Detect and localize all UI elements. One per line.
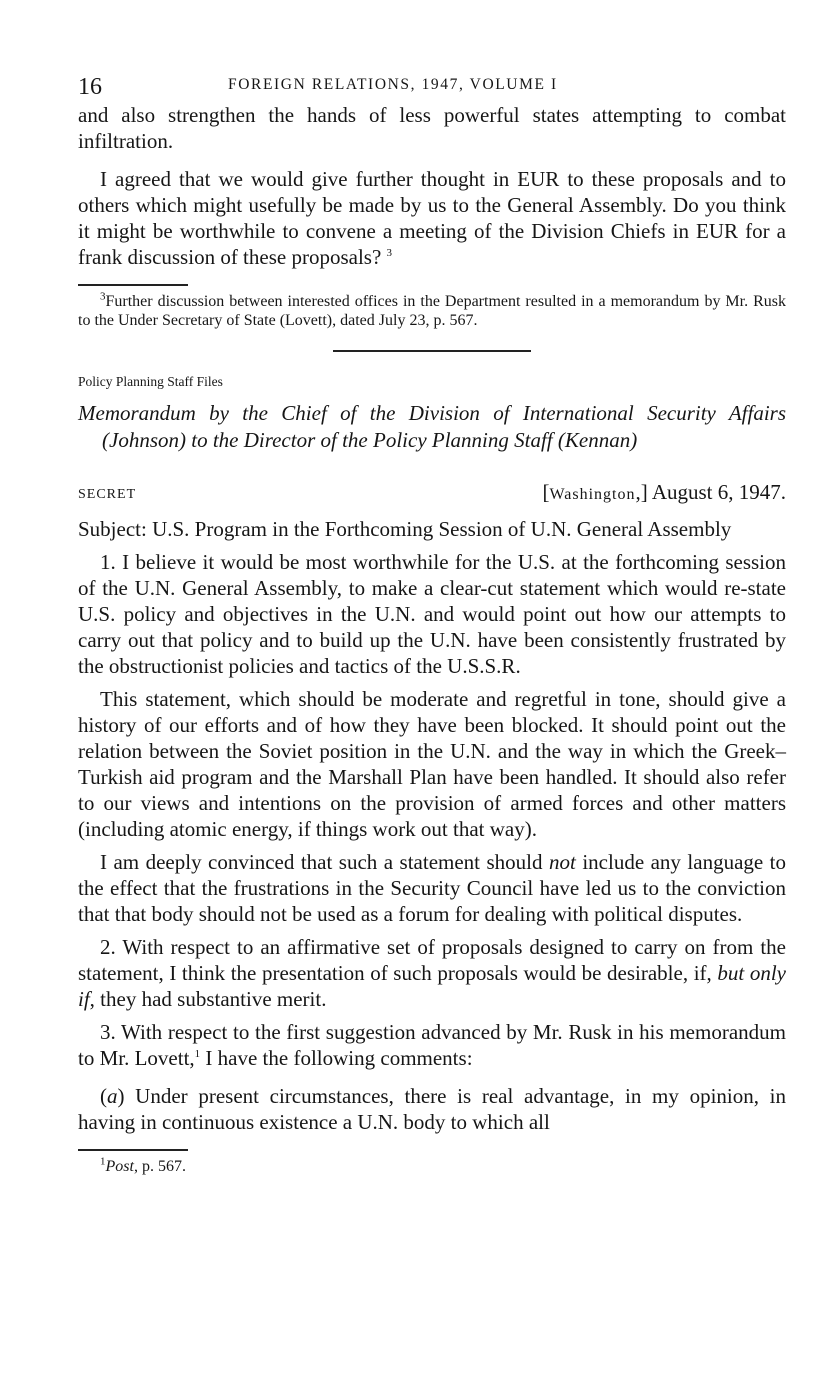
p3-emphasis: not bbox=[549, 850, 576, 874]
document-date bbox=[542, 480, 786, 505]
p4-text-a: 2. With respect to an affirmative set of proposals designed to carry on from the statement, I think the presentation of such proposals would be desirable, if, bbox=[78, 935, 786, 985]
p4-emphasis: but only if bbox=[78, 961, 786, 1011]
body-paragraph-6 bbox=[78, 1083, 786, 1135]
classification-label: SECRET bbox=[78, 487, 137, 502]
p6-text: ) Under present circumstances, there is real advantage, in my opinion, in having in continuous existence a U.N. body to which all bbox=[78, 1084, 786, 1134]
footnote-marker-1: 1 bbox=[100, 1155, 106, 1168]
running-title: FOREIGN RELATIONS, 1947, VOLUME I bbox=[228, 76, 558, 93]
body-paragraph-5 bbox=[78, 1019, 786, 1071]
body-paragraph-2: This statement, which should be moderate and regretful in tone, should give a history of our efforts and of how they have been blocked. It should point out the relation between the Soviet position in the U.N. and the way in which the Greek–Turkish aid program and the Marshall Plan have been handled. It should also refer to our views and intentions on the provision of armed forces and other matters (including atomic energy, if things work out that way). bbox=[78, 687, 786, 841]
continuation-paragraph: and also strengthen the hands of less powerful states attempting to combat infiltration. bbox=[78, 103, 786, 153]
document-page bbox=[78, 70, 786, 1176]
section-divider bbox=[333, 350, 531, 352]
footnote-ref-1: 1 bbox=[194, 1048, 201, 1060]
footnote-3-text: Further discussion between interested offices in the Department resulted in a memorandum by Mr. Rusk to the Under Secretary of State (Lovett), dated July 23, p. 567. bbox=[78, 293, 786, 329]
p3-text-a: I am deeply convinced that such a statement should bbox=[100, 850, 543, 874]
footnote-divider bbox=[78, 284, 188, 286]
p4-text-b: , they had substantive merit. bbox=[89, 987, 327, 1011]
footnote-marker-3: 3 bbox=[100, 290, 106, 303]
p6-open: ( bbox=[100, 1084, 107, 1108]
dateline bbox=[78, 480, 786, 508]
p3-text-b: include any language to the effect that the frustrations in the Security Council have led us to the conviction that that body should not be used as a forum for dealing with political disputes. bbox=[78, 850, 787, 926]
date-bracket: [ bbox=[542, 480, 550, 504]
body-paragraph-3 bbox=[78, 849, 786, 927]
p5-text-b: I have the following comments: bbox=[205, 1046, 473, 1070]
date-rest: ,] August 6, 1947. bbox=[635, 480, 786, 504]
p6-item-letter: a bbox=[107, 1084, 118, 1108]
body-paragraph-4 bbox=[78, 934, 786, 1012]
page-number: 16 bbox=[78, 74, 102, 100]
document-source: Policy Planning Staff Files bbox=[78, 374, 223, 389]
proposal-paragraph bbox=[78, 166, 786, 270]
footnote-3 bbox=[78, 292, 786, 330]
subject-text: U.S. Program in the Forthcoming Session of U.N. General Assembly bbox=[152, 517, 732, 541]
document-title: Memorandum by the Chief of the Division of International Security Affairs (Johnson) to the Director of the Policy Planning Staff (Kennan) bbox=[78, 401, 786, 452]
footnote-1 bbox=[78, 1157, 786, 1176]
footnote-1-emphasis: Post bbox=[105, 1158, 134, 1175]
footnote-divider-bottom bbox=[78, 1149, 188, 1151]
running-head bbox=[78, 70, 786, 102]
subject-line bbox=[78, 516, 786, 542]
footnote-1-text: , p. 567. bbox=[133, 1158, 186, 1175]
subject-label: Subject: bbox=[78, 517, 147, 541]
date-place: Washington bbox=[549, 486, 636, 503]
footnote-ref-3: 3 bbox=[386, 247, 393, 259]
proposal-paragraph-text: I agreed that we would give further thought in EUR to these proposals and to others which might usefully be made by us to the General Assembly. Do you think it might be worthwhile to convene a meeting of the Division Chiefs in EUR for a frank discussion of these proposals? bbox=[78, 167, 786, 269]
body-paragraph-1: 1. I believe it would be most worthwhile for the U.S. at the forthcoming session of the U.N. General Assembly, to make a clear-cut statement which would re-state U.S. policy and objectives in the U.N. and would point out how our attempts to carry out that policy and to build up the U.N. have been consistently frustrated by the obstructionist policies and tactics of the U.S.S.R. bbox=[78, 550, 786, 678]
p5-text-a: 3. With respect to the first suggestion advanced by Mr. Rusk in his memorandum to Mr. Lovett, bbox=[78, 1020, 786, 1070]
